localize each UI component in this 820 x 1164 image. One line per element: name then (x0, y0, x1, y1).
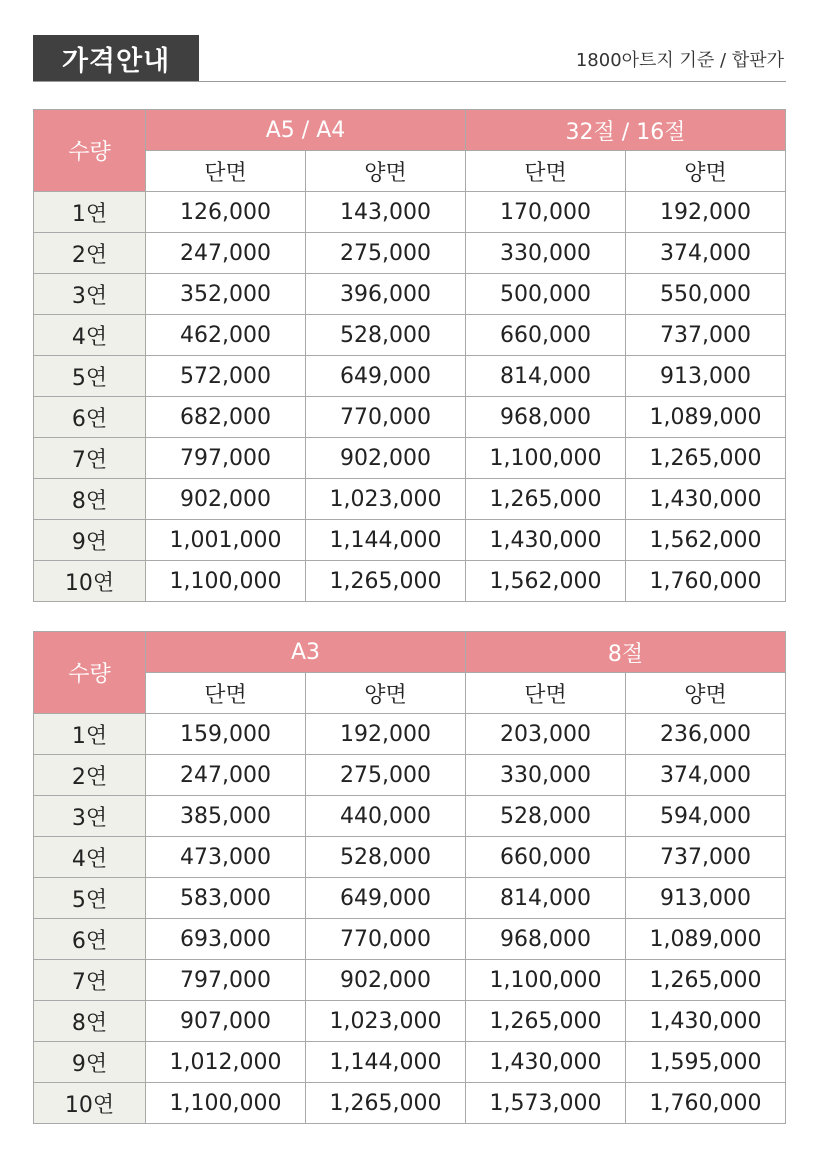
price-cell: 385,000 (146, 796, 306, 837)
price-cell: 1,430,000 (626, 479, 786, 520)
group-header: 32절 / 16절 (466, 110, 786, 151)
table-row (34, 479, 786, 520)
table-row (34, 755, 786, 796)
price-cell: 907,000 (146, 1001, 306, 1042)
price-cell: 528,000 (466, 796, 626, 837)
price-cell: 968,000 (466, 919, 626, 960)
qty-cell: 7연 (34, 960, 146, 1001)
page-subtitle: 1800아트지 기준 / 합판가 (575, 50, 784, 71)
qty-cell: 10연 (34, 1083, 146, 1124)
price-cell: 330,000 (466, 233, 626, 274)
price-cell: 236,000 (626, 714, 786, 755)
price-cell: 1,760,000 (626, 1083, 786, 1124)
price-cell: 797,000 (146, 438, 306, 479)
price-cell: 1,100,000 (146, 561, 306, 602)
price-cell: 192,000 (626, 192, 786, 233)
price-cell: 814,000 (466, 878, 626, 919)
price-cell: 902,000 (146, 479, 306, 520)
price-cell: 170,000 (466, 192, 626, 233)
price-cell: 1,100,000 (466, 960, 626, 1001)
price-cell: 1,573,000 (466, 1083, 626, 1124)
price-cell: 247,000 (146, 233, 306, 274)
price-cell: 550,000 (626, 274, 786, 315)
qty-cell: 4연 (34, 315, 146, 356)
price-cell: 737,000 (626, 315, 786, 356)
qty-cell: 9연 (34, 520, 146, 561)
price-cell: 1,265,000 (626, 438, 786, 479)
price-cell: 528,000 (306, 315, 466, 356)
table-row (34, 192, 786, 233)
qty-cell: 7연 (34, 438, 146, 479)
price-cell: 1,100,000 (466, 438, 626, 479)
price-cell: 1,595,000 (626, 1042, 786, 1083)
price-table-a3-8jeol (33, 631, 786, 1124)
price-cell: 1,265,000 (626, 960, 786, 1001)
side-header: 단면 (146, 673, 306, 714)
price-cell: 275,000 (306, 755, 466, 796)
price-cell: 913,000 (626, 356, 786, 397)
page-title: 가격안내 (33, 35, 199, 82)
qty-cell: 3연 (34, 796, 146, 837)
qty-cell: 3연 (34, 274, 146, 315)
price-cell: 275,000 (306, 233, 466, 274)
price-cell: 649,000 (306, 878, 466, 919)
price-cell: 902,000 (306, 960, 466, 1001)
price-cell: 143,000 (306, 192, 466, 233)
price-cell: 126,000 (146, 192, 306, 233)
price-cell: 473,000 (146, 837, 306, 878)
header-divider (33, 81, 786, 82)
side-header: 양면 (626, 673, 786, 714)
price-cell: 1,144,000 (306, 1042, 466, 1083)
price-cell: 1,023,000 (306, 1001, 466, 1042)
qty-cell: 8연 (34, 479, 146, 520)
price-cell: 374,000 (626, 755, 786, 796)
group-header: A3 (146, 632, 466, 673)
table-row (34, 837, 786, 878)
table-row (34, 796, 786, 837)
price-cell: 1,430,000 (466, 520, 626, 561)
side-header: 단면 (466, 151, 626, 192)
price-cell: 1,760,000 (626, 561, 786, 602)
price-cell: 797,000 (146, 960, 306, 1001)
qty-cell: 5연 (34, 878, 146, 919)
table-row (34, 1083, 786, 1124)
side-header: 양면 (306, 673, 466, 714)
price-cell: 203,000 (466, 714, 626, 755)
side-header: 단면 (466, 673, 626, 714)
qty-cell: 6연 (34, 919, 146, 960)
price-cell: 1,265,000 (466, 479, 626, 520)
qty-header: 수량 (34, 632, 146, 714)
qty-cell: 5연 (34, 356, 146, 397)
group-header: 8절 (466, 632, 786, 673)
table-row (34, 233, 786, 274)
price-cell: 1,562,000 (466, 561, 626, 602)
price-cell: 572,000 (146, 356, 306, 397)
group-header: A5 / A4 (146, 110, 466, 151)
table-row (34, 315, 786, 356)
price-cell: 693,000 (146, 919, 306, 960)
price-cell: 1,265,000 (306, 561, 466, 602)
price-cell: 247,000 (146, 755, 306, 796)
price-cell: 594,000 (626, 796, 786, 837)
price-cell: 1,001,000 (146, 520, 306, 561)
price-cell: 396,000 (306, 274, 466, 315)
price-cell: 1,265,000 (466, 1001, 626, 1042)
qty-cell: 2연 (34, 233, 146, 274)
table-row (34, 520, 786, 561)
price-cell: 1,023,000 (306, 479, 466, 520)
side-header: 양면 (626, 151, 786, 192)
price-table-a5-a4 (33, 109, 786, 602)
price-cell: 528,000 (306, 837, 466, 878)
qty-cell: 2연 (34, 755, 146, 796)
qty-header: 수량 (34, 110, 146, 192)
qty-cell: 9연 (34, 1042, 146, 1083)
price-cell: 159,000 (146, 714, 306, 755)
price-cell: 192,000 (306, 714, 466, 755)
price-cell: 1,100,000 (146, 1083, 306, 1124)
price-cell: 913,000 (626, 878, 786, 919)
table-row (34, 1042, 786, 1083)
table-row (34, 714, 786, 755)
price-cell: 462,000 (146, 315, 306, 356)
qty-cell: 6연 (34, 397, 146, 438)
price-cell: 440,000 (306, 796, 466, 837)
table-row (34, 561, 786, 602)
price-cell: 1,144,000 (306, 520, 466, 561)
table-row (34, 878, 786, 919)
price-cell: 770,000 (306, 397, 466, 438)
price-cell: 374,000 (626, 233, 786, 274)
price-cell: 1,430,000 (466, 1042, 626, 1083)
price-cell: 682,000 (146, 397, 306, 438)
table-row (34, 960, 786, 1001)
price-cell: 1,012,000 (146, 1042, 306, 1083)
side-header: 양면 (306, 151, 466, 192)
price-cell: 770,000 (306, 919, 466, 960)
qty-cell: 1연 (34, 714, 146, 755)
price-cell: 660,000 (466, 315, 626, 356)
price-cell: 1,430,000 (626, 1001, 786, 1042)
price-cell: 583,000 (146, 878, 306, 919)
table-row (34, 919, 786, 960)
table-row (34, 1001, 786, 1042)
price-cell: 330,000 (466, 755, 626, 796)
qty-cell: 8연 (34, 1001, 146, 1042)
qty-cell: 10연 (34, 561, 146, 602)
qty-cell: 1연 (34, 192, 146, 233)
side-header: 단면 (146, 151, 306, 192)
table-row (34, 356, 786, 397)
price-cell: 500,000 (466, 274, 626, 315)
price-cell: 1,089,000 (626, 397, 786, 438)
price-cell: 1,089,000 (626, 919, 786, 960)
table-row (34, 397, 786, 438)
price-cell: 352,000 (146, 274, 306, 315)
price-cell: 902,000 (306, 438, 466, 479)
price-cell: 1,562,000 (626, 520, 786, 561)
price-cell: 660,000 (466, 837, 626, 878)
price-cell: 968,000 (466, 397, 626, 438)
qty-cell: 4연 (34, 837, 146, 878)
table-row (34, 438, 786, 479)
price-cell: 649,000 (306, 356, 466, 397)
table-row (34, 274, 786, 315)
price-cell: 737,000 (626, 837, 786, 878)
price-cell: 1,265,000 (306, 1083, 466, 1124)
price-cell: 814,000 (466, 356, 626, 397)
